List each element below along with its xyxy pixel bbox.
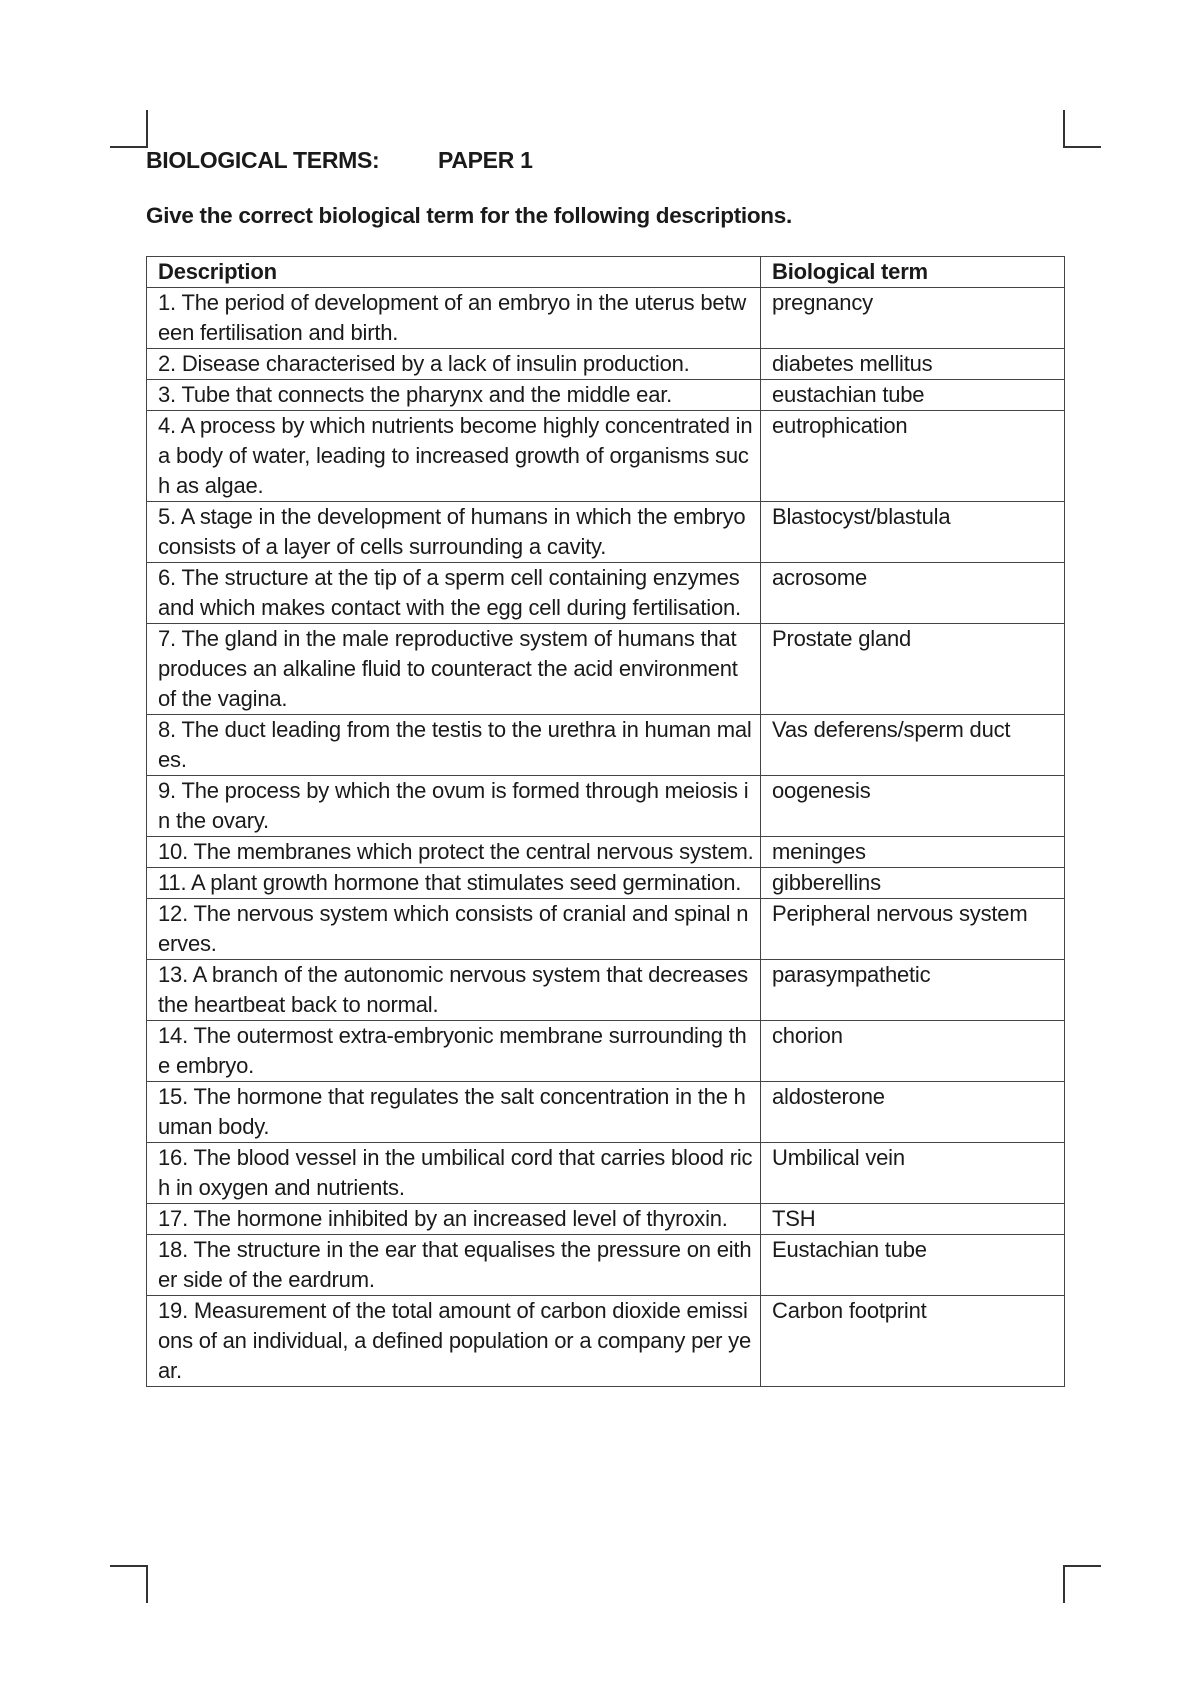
description-cell: 6. The structure at the tip of a sperm cell containing enzymes and which makes contact with the egg cell during fertilisation. <box>147 563 761 624</box>
table-row <box>147 1235 1065 1296</box>
term-cell: gibberellins <box>761 868 1065 899</box>
description-cell: 10. The membranes which protect the central nervous system. <box>147 837 761 868</box>
heading-paper: PAPER 1 <box>438 147 533 173</box>
table-row <box>147 960 1065 1021</box>
description-cell: 9. The process by which the ovum is formed through meiosis in the ovary. <box>147 776 761 837</box>
table-row <box>147 837 1065 868</box>
description-cell: 8. The duct leading from the testis to the urethra in human males. <box>147 715 761 776</box>
table-row <box>147 868 1065 899</box>
table-row <box>147 502 1065 563</box>
table-row <box>147 1296 1065 1387</box>
table-row <box>147 563 1065 624</box>
description-cell: 17. The hormone inhibited by an increased level of thyroxin. <box>147 1204 761 1235</box>
table-row <box>147 349 1065 380</box>
description-cell: 4. A process by which nutrients become highly concentrated in a body of water, leading to increased growth of organisms such as algae. <box>147 411 761 502</box>
description-cell: 5. A stage in the development of humans in which the embryo consists of a layer of cells surrounding a cavity. <box>147 502 761 563</box>
description-cell: 14. The outermost extra-embryonic membrane surrounding the embryo. <box>147 1021 761 1082</box>
term-cell: eutrophication <box>761 411 1065 502</box>
table-header-row <box>147 257 1065 288</box>
table-row <box>147 380 1065 411</box>
term-cell: diabetes mellitus <box>761 349 1065 380</box>
term-cell: aldosterone <box>761 1082 1065 1143</box>
description-cell: 15. The hormone that regulates the salt concentration in the human body. <box>147 1082 761 1143</box>
term-cell: Blastocyst/blastula <box>761 502 1065 563</box>
table-row <box>147 715 1065 776</box>
term-cell: meninges <box>761 837 1065 868</box>
term-cell: Vas deferens/sperm duct <box>761 715 1065 776</box>
crop-mark-top-right <box>1063 110 1101 148</box>
table-row <box>147 1143 1065 1204</box>
table-row <box>147 776 1065 837</box>
description-cell: 16. The blood vessel in the umbilical cord that carries blood rich in oxygen and nutrients. <box>147 1143 761 1204</box>
crop-mark-top-left <box>110 110 148 148</box>
header-description: Description <box>147 257 761 288</box>
table-body <box>147 288 1065 1387</box>
term-cell: eustachian tube <box>761 380 1065 411</box>
term-cell: TSH <box>761 1204 1065 1235</box>
table-row <box>147 1021 1065 1082</box>
terms-table <box>146 256 1065 1387</box>
crop-mark-bottom-left <box>110 1565 148 1603</box>
term-cell: parasympathetic <box>761 960 1065 1021</box>
table-row <box>147 288 1065 349</box>
table-row <box>147 1204 1065 1235</box>
table-row <box>147 624 1065 715</box>
instructions: Give the correct biological term for the following descriptions. <box>146 203 792 228</box>
table-row <box>147 1082 1065 1143</box>
term-cell: Peripheral nervous system <box>761 899 1065 960</box>
description-cell: 3. Tube that connects the pharynx and the middle ear. <box>147 380 761 411</box>
term-cell: chorion <box>761 1021 1065 1082</box>
term-cell: Prostate gland <box>761 624 1065 715</box>
term-cell: Carbon footprint <box>761 1296 1065 1387</box>
description-cell: 12. The nervous system which consists of cranial and spinal nerves. <box>147 899 761 960</box>
term-cell: acrosome <box>761 563 1065 624</box>
description-cell: 13. A branch of the autonomic nervous system that decreases the heartbeat back to normal. <box>147 960 761 1021</box>
description-cell: 11. A plant growth hormone that stimulates seed germination. <box>147 868 761 899</box>
description-cell: 19. Measurement of the total amount of carbon dioxide emissions of an individual, a defined population or a company per year. <box>147 1296 761 1387</box>
table-row <box>147 411 1065 502</box>
term-cell: Umbilical vein <box>761 1143 1065 1204</box>
description-cell: 18. The structure in the ear that equalises the pressure on either side of the eardrum. <box>147 1235 761 1296</box>
description-cell: 2. Disease characterised by a lack of insulin production. <box>147 349 761 380</box>
term-cell: Eustachian tube <box>761 1235 1065 1296</box>
page-heading <box>146 147 533 174</box>
description-cell: 1. The period of development of an embryo in the uterus between fertilisation and birth. <box>147 288 761 349</box>
description-cell: 7. The gland in the male reproductive system of humans that produces an alkaline fluid to counteract the acid environment of the vagina. <box>147 624 761 715</box>
term-cell: oogenesis <box>761 776 1065 837</box>
heading-title: BIOLOGICAL TERMS: <box>146 147 380 173</box>
crop-mark-bottom-right <box>1063 1565 1101 1603</box>
header-biological-term: Biological term <box>761 257 1065 288</box>
table-row <box>147 899 1065 960</box>
term-cell: pregnancy <box>761 288 1065 349</box>
